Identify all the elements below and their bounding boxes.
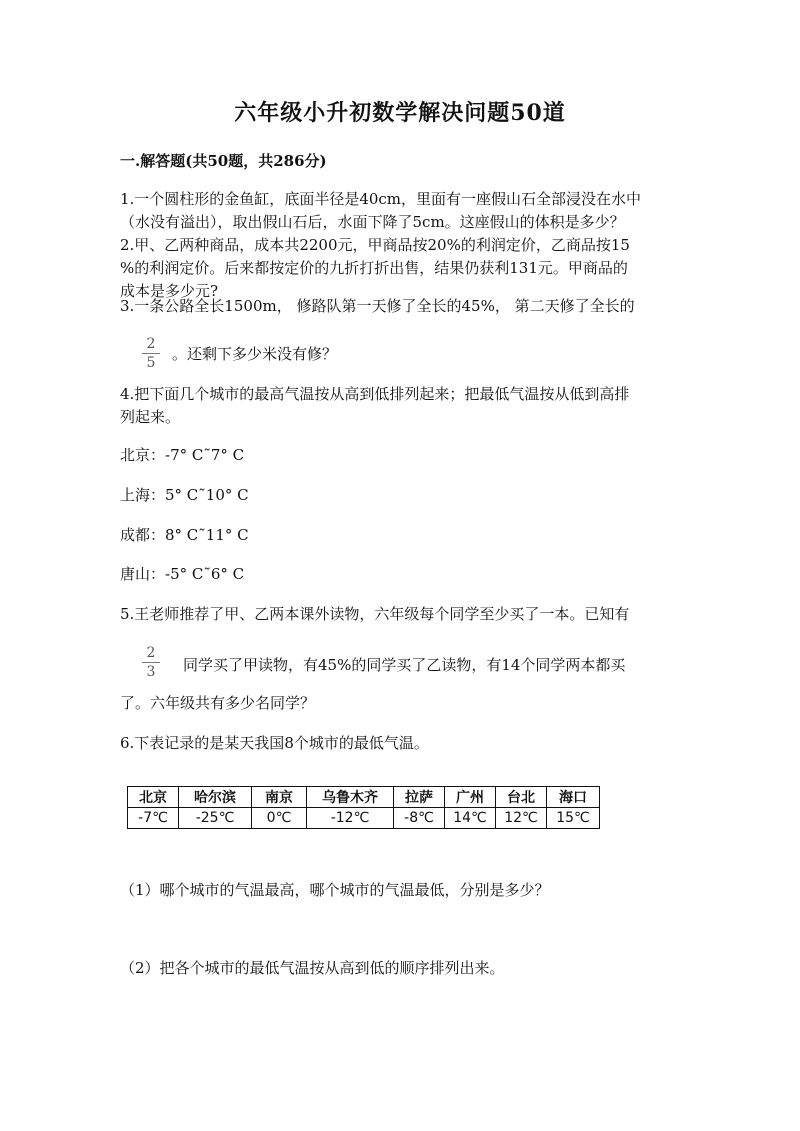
q5-fraction-numerator: 2 — [146, 645, 156, 661]
q4-line1: 4.把下面几个城市的最高气温按从高到低排列起来；把最低气温按从低到高排 — [120, 385, 630, 403]
table-row — [128, 808, 600, 829]
q1-line1: 1.一个圆柱形的金鱼缸，底面半径是40cm，里面有一座假山石全部浸没在水中 — [120, 190, 642, 208]
table-header-row — [128, 787, 600, 808]
q2-line2: %的利润定价。后来都按定价的九折打折出售，结果仍获利131元。甲商品的 — [120, 259, 628, 277]
table-cell-temp: -25℃ — [179, 808, 252, 829]
q6-sub2: （2）把各个城市的最低气温按从高到低的顺序排列出来。 — [120, 959, 505, 977]
q2-line3: 成本是多少元? — [120, 282, 219, 300]
q3-line1: 3.一条公路全长1500m， 修路队第一天修了全长的45%， 第二天修了全长的 — [120, 297, 635, 315]
q4-city-chengdu: 成都：8° C˜11° C — [120, 526, 249, 544]
q5-line3: 了。六年级共有多少名同学？ — [120, 694, 316, 712]
table-cell-temp: -7℃ — [128, 808, 179, 829]
table-cell-temp: 14℃ — [445, 808, 496, 829]
q6-sub1: （1）哪个城市的气温最高，哪个城市的气温最低，分别是多少？ — [120, 881, 550, 899]
q3-line2: 。还剩下多少米没有修？ — [172, 345, 338, 363]
table-cell-city: 拉萨 — [394, 787, 445, 808]
temperature-table — [127, 786, 600, 829]
q4-line2: 列起来。 — [120, 408, 181, 426]
q5-line1: 5.王老师推荐了甲、乙两本课外读物，六年级每个同学至少买了一本。已知有 — [120, 605, 630, 623]
table-cell-city: 北京 — [128, 787, 179, 808]
q1-line2: （水没有溢出），取出假山石后，水面下降了5cm。这座假山的体积是多少？ — [120, 213, 625, 231]
q3-fraction-numerator: 2 — [146, 336, 156, 352]
q3-fraction — [142, 336, 160, 371]
q5-fraction — [142, 645, 160, 680]
table-cell-city: 台北 — [496, 787, 547, 808]
section-heading: 一.解答题(共50题，共286分) — [120, 152, 327, 170]
q2-line1: 2.甲、乙两种商品，成本共2200元，甲商品按20%的利润定价，乙商品按15 — [120, 236, 630, 254]
fraction-bar — [142, 662, 160, 663]
q5-fraction-denominator: 3 — [146, 664, 156, 680]
page-title: 六年级小升初数学解决问题50道 — [234, 100, 566, 126]
table-cell-temp: 15℃ — [547, 808, 600, 829]
q3-fraction-denominator: 5 — [146, 355, 156, 371]
table-cell-city: 海口 — [547, 787, 600, 808]
fraction-bar — [142, 353, 160, 354]
table-cell-city: 乌鲁木齐 — [307, 787, 394, 808]
table-cell-city: 哈尔滨 — [179, 787, 252, 808]
table-cell-city: 广州 — [445, 787, 496, 808]
table-cell-temp: -12℃ — [307, 808, 394, 829]
q4-city-tangshan: 唐山：-5° C˜6° C — [120, 565, 245, 583]
q5-line2: 同学买了甲读物，有45%的同学买了乙读物，有14个同学两本都买 — [183, 656, 626, 674]
table-cell-temp: 12℃ — [496, 808, 547, 829]
table-cell-temp: 0℃ — [252, 808, 307, 829]
q6-line1: 6.下表记录的是某天我国8个城市的最低气温。 — [120, 734, 429, 752]
q4-city-beijing: 北京：-7° C˜7° C — [120, 446, 245, 464]
q4-city-shanghai: 上海：5° C˜10° C — [120, 486, 249, 504]
table-cell-city: 南京 — [252, 787, 307, 808]
table-cell-temp: -8℃ — [394, 808, 445, 829]
